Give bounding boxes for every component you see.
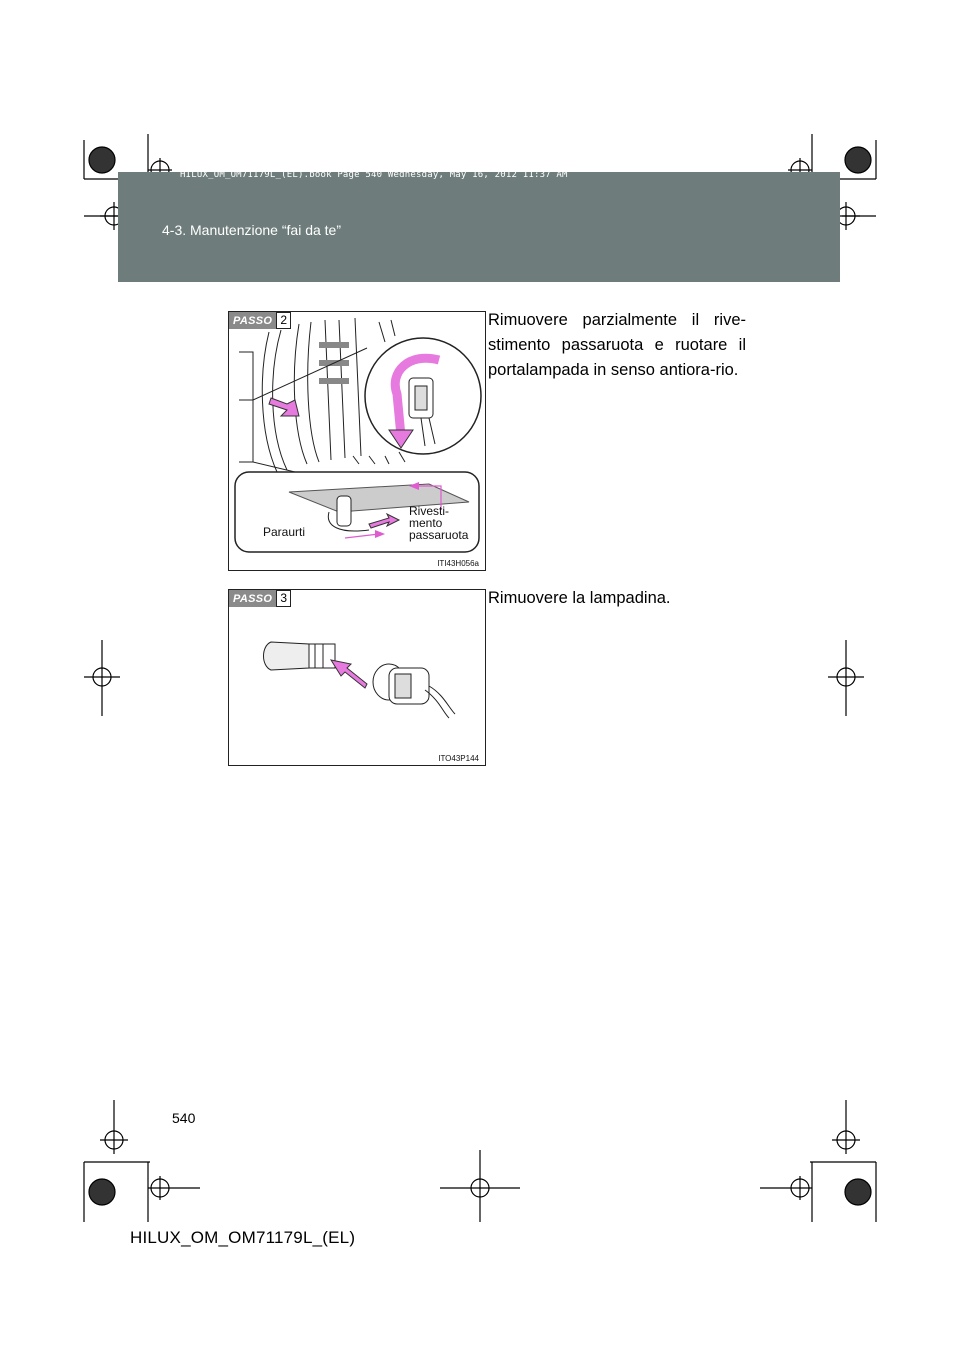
bulb-removal-illustration (229, 590, 485, 765)
book-info-line: HILUX_OM_OM71179L_(EL).book Page 540 Wednesday, May 16, 2012 11:37 AM (180, 170, 568, 180)
footer-document-code: HILUX_OM_OM71179L_(EL) (130, 1228, 356, 1247)
step-label: PASSO (229, 312, 276, 329)
step-2-figure (228, 311, 486, 571)
figure-code: ITO43P144 (438, 754, 479, 763)
step-3-figure (228, 589, 486, 766)
step-number: 2 (276, 312, 291, 329)
liner-line-2: mento (409, 516, 443, 530)
liner-line-3: passaruota (409, 528, 469, 542)
page-number: 540 (172, 1110, 196, 1126)
step-3-instruction: Rimuovere la lampadina. (488, 589, 671, 607)
step-label: PASSO (229, 590, 276, 607)
step-2-instruction: Rimuovere parzialmente il rive-stimento passaruota e ruotare il portalampada in senso antiora-rio. (488, 311, 746, 379)
section-title: 4-3. Manutenzione “fai da te” (162, 222, 341, 238)
step-number: 3 (276, 590, 291, 607)
wheel-liner-callout-label (409, 505, 468, 541)
figure-code: ITI43H056a (437, 559, 479, 568)
bumper-callout-label: Paraurti (263, 525, 306, 539)
liner-line-1: Rivesti- (409, 504, 450, 518)
